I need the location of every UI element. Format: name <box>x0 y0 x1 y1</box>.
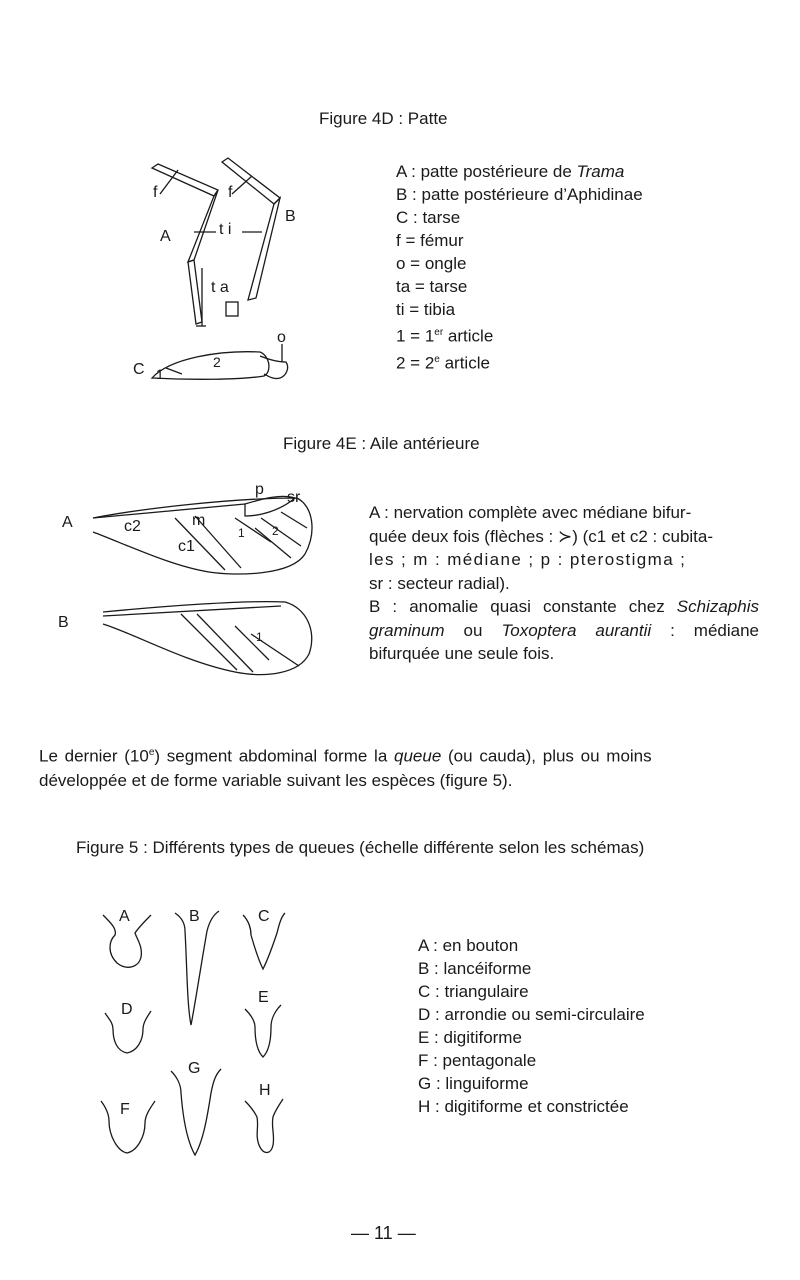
tail-types-illustration <box>95 905 295 1165</box>
tail-label-f: F <box>120 1101 130 1118</box>
wing-label-c1: c1 <box>178 538 195 555</box>
leg-label-ti: t i <box>219 221 232 238</box>
tail-label-b: B <box>189 908 200 925</box>
leg-label-o: o <box>277 329 286 346</box>
figure-5-legend <box>418 934 645 1118</box>
tail-label-e: E <box>258 989 269 1006</box>
leg-label-1: 1 <box>156 366 164 382</box>
legend-4d-1: 1 = 1er article <box>396 326 494 346</box>
wing-label-1: 1 <box>238 526 245 540</box>
figure-5-title: Figure 5 : Différents types de queues (échelle différente selon les schémas) <box>76 838 645 857</box>
legend-4d-ti: ti = tibia <box>396 300 456 319</box>
wing-b-label-1: 1 <box>256 630 263 644</box>
legend-4d-2: $2 = 2^e$ article <box>396 353 490 373</box>
leg-label-b: B <box>285 208 296 225</box>
wing-desc-b: B : anomalie quasi constante chez Schizaphis graminum ou Toxoptera aurantii : médiane bifurquée une seule fois. <box>369 597 759 663</box>
wing-label-sr: sr <box>287 489 301 506</box>
legend-4d-ta: ta = tarse <box>396 277 468 296</box>
wing-label-m: m <box>192 512 206 529</box>
leg-label-c: C <box>133 361 145 378</box>
tarsus-c <box>152 352 269 380</box>
tail-label-d: D <box>121 1001 133 1018</box>
leg-label-a: A <box>160 228 171 245</box>
wing-b-outline <box>103 602 312 675</box>
figure-4d-legend <box>396 160 643 374</box>
wing-label-c2: c2 <box>124 518 141 535</box>
tail-e <box>245 1005 281 1057</box>
legend-5-b: B : lancéiforme <box>418 959 532 978</box>
paragraph-line-2: développée et de forme variable suivant les espèces (figure 5). <box>39 770 513 790</box>
legend-4d-c: C : tarse <box>396 208 461 227</box>
paragraph-line-1: Le dernier (10e) segment abdominal forme la queue (ou cauda), plus ou moins <box>39 746 652 766</box>
tail-b <box>175 911 219 1025</box>
wing-label-b: B <box>58 614 69 631</box>
legend-4d-o: o = ongle <box>396 254 467 273</box>
legend-5-g: G : linguiforme <box>418 1074 529 1093</box>
wing-label-2: 2 <box>272 524 279 538</box>
legend-4d-a: A : patte postérieure de Trama <box>396 162 625 181</box>
wing-desc-line-2: quée deux fois (flèches : ≻) (c1 et c2 : cubita- <box>369 526 714 546</box>
tail-label-a: A <box>119 908 130 925</box>
tail-label-g: G <box>188 1060 201 1077</box>
wing-a-outline <box>93 498 312 574</box>
wing-desc-line-3: les ; m : médiane ; p : pterostigma ; <box>369 550 687 569</box>
tail-label-h: H <box>259 1082 271 1099</box>
legend-5-c: C : triangulaire <box>418 982 529 1001</box>
figure-4e-title: Figure 4E : Aile antérieure <box>283 434 480 453</box>
leg-b-tibia <box>248 198 280 300</box>
legend-5-h: H : digitiforme et constrictée <box>418 1097 629 1116</box>
legend-4d-b: B : patte postérieure d’Aphidinae <box>396 185 643 204</box>
legend-5-e: E : digitiforme <box>418 1028 522 1047</box>
tail-label-c: C <box>258 908 270 925</box>
wing-label-a: A <box>62 514 73 531</box>
legend-5-f: F : pentagonale <box>418 1051 537 1070</box>
wing-desc-line-1: A : nervation complète avec médiane bifur- <box>369 503 692 522</box>
leg-a-tibia <box>188 190 218 262</box>
legend-4d-f: f = fémur <box>396 231 464 250</box>
tail-g <box>171 1069 221 1155</box>
leg-label-f-b: f <box>228 184 233 201</box>
legend-5-a: A : en bouton <box>418 936 519 955</box>
page-number: — 11 — <box>351 1223 416 1243</box>
leg-a-tarsus <box>188 260 202 324</box>
leg-label-2: 2 <box>213 354 221 370</box>
body-paragraph <box>39 741 761 793</box>
figure-4e-description <box>369 501 759 666</box>
figure-4d-title: Figure 4D : Patte <box>319 109 448 128</box>
leg-label-f-a: f <box>153 184 158 201</box>
wing-desc-line-4: sr : secteur radial). <box>369 573 510 593</box>
tail-h <box>245 1099 283 1153</box>
leg-label-ta: t a <box>211 279 229 296</box>
legend-5-d: D : arrondie ou semi-circulaire <box>418 1005 645 1024</box>
wing-label-p: p <box>255 481 264 498</box>
